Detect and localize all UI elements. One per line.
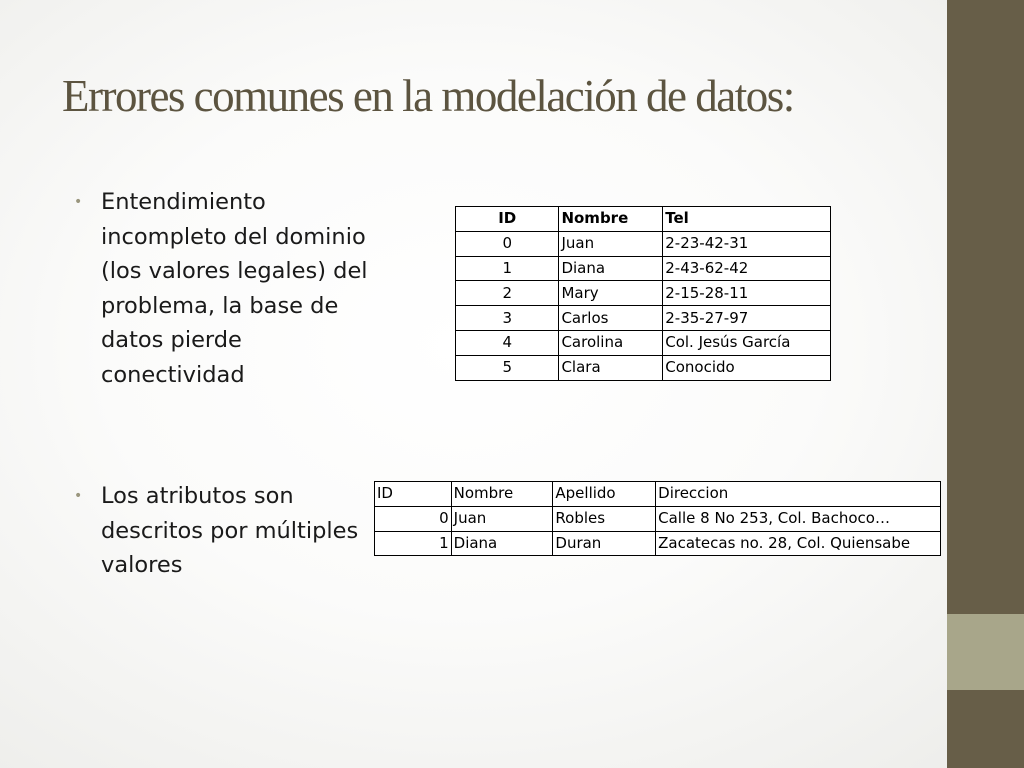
cell-nombre: Juan bbox=[451, 506, 553, 531]
table-header-row bbox=[456, 207, 831, 232]
column-header-id: ID bbox=[456, 207, 559, 232]
column-header-direccion: Direccion bbox=[656, 482, 941, 507]
cell-id: 1 bbox=[375, 531, 452, 556]
cell-nombre: Juan bbox=[559, 231, 663, 256]
slide-title: Errores comunes en la modelación de datos: bbox=[62, 71, 794, 121]
column-header-tel: Tel bbox=[663, 207, 831, 232]
contacts-table bbox=[455, 206, 831, 381]
cell-direccion: Zacatecas no. 28, Col. Quiensabe bbox=[656, 531, 941, 556]
column-header-nombre: Nombre bbox=[451, 482, 553, 507]
cell-id: 2 bbox=[456, 281, 559, 306]
cell-tel: Conocido bbox=[663, 355, 831, 380]
cell-tel: 2-43-62-42 bbox=[663, 256, 831, 281]
cell-id: 0 bbox=[456, 231, 559, 256]
addresses-table bbox=[374, 481, 941, 556]
column-header-nombre: Nombre bbox=[559, 207, 663, 232]
table-row bbox=[456, 355, 831, 380]
slide-sidebar-accent bbox=[947, 614, 1024, 690]
cell-direccion: Calle 8 No 253, Col. Bachoco… bbox=[656, 506, 941, 531]
table-row bbox=[456, 330, 831, 355]
table-row bbox=[375, 506, 941, 531]
cell-nombre: Clara bbox=[559, 355, 663, 380]
bullet-dot-icon: • bbox=[74, 194, 83, 210]
cell-nombre: Carlos bbox=[559, 306, 663, 331]
cell-nombre: Carolina bbox=[559, 330, 663, 355]
cell-id: 5 bbox=[456, 355, 559, 380]
bullet-dot-icon: • bbox=[74, 488, 83, 504]
cell-nombre: Mary bbox=[559, 281, 663, 306]
cell-nombre: Diana bbox=[559, 256, 663, 281]
column-header-id: ID bbox=[375, 482, 452, 507]
cell-tel: 2-15-28-11 bbox=[663, 281, 831, 306]
table-row bbox=[456, 256, 831, 281]
cell-id: 0 bbox=[375, 506, 452, 531]
cell-tel: Col. Jesús García bbox=[663, 330, 831, 355]
bullet-text-1: Entendimiento incompleto del dominio (los valores legales) del problema, la base de datos pierde conectividad bbox=[101, 189, 368, 388]
column-header-apellido: Apellido bbox=[553, 482, 656, 507]
cell-apellido: Duran bbox=[553, 531, 656, 556]
cell-nombre: Diana bbox=[451, 531, 553, 556]
cell-apellido: Robles bbox=[553, 506, 656, 531]
table-row bbox=[375, 531, 941, 556]
table-row bbox=[456, 231, 831, 256]
cell-tel: 2-35-27-97 bbox=[663, 306, 831, 331]
table-header-row bbox=[375, 482, 941, 507]
cell-tel: 2-23-42-31 bbox=[663, 231, 831, 256]
cell-id: 4 bbox=[456, 330, 559, 355]
cell-id: 1 bbox=[456, 256, 559, 281]
table-row bbox=[456, 306, 831, 331]
bullet-text-2: Los atributos son descritos por múltiples valores bbox=[101, 483, 359, 578]
table-row bbox=[456, 281, 831, 306]
cell-id: 3 bbox=[456, 306, 559, 331]
